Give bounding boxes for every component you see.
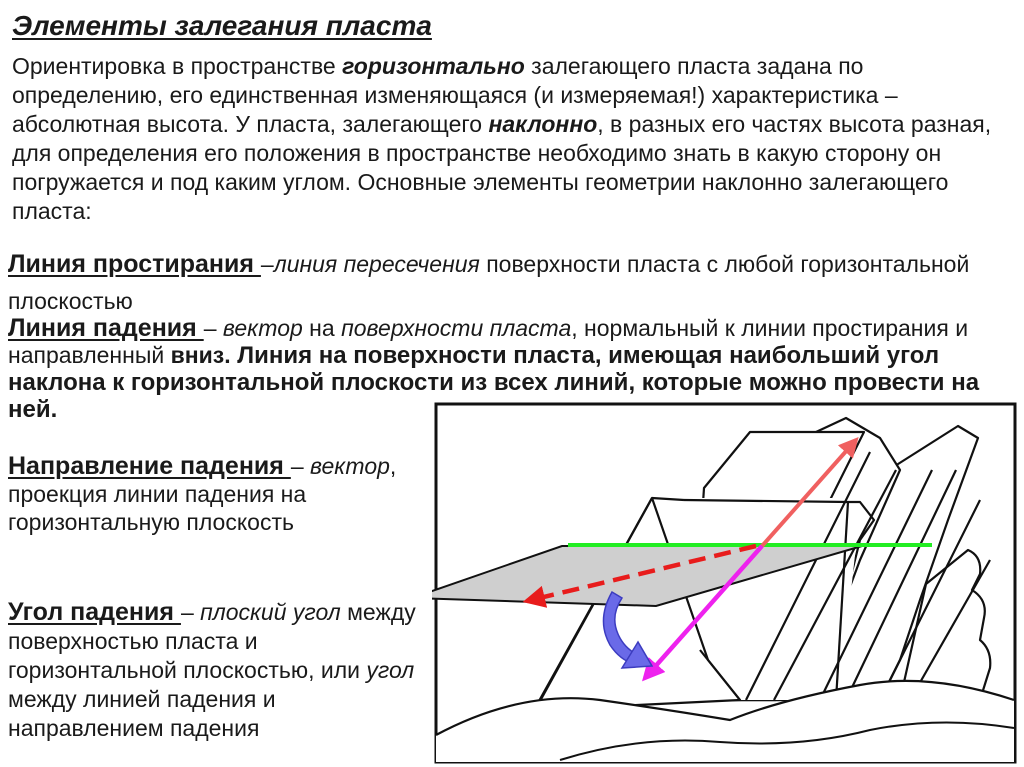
intro-text-2: залегающего пласта задана по определению, его единственная изменяющаяся (и измеряемая!) характеристика – абсолютная высота. У пласта, залегающего bbox=[12, 53, 898, 137]
intro-keyword-horizontal: горизонтально bbox=[342, 53, 525, 79]
dip-line-text-2: , нормальный к линии простирания и направленный bbox=[8, 315, 969, 368]
intro-text-1: Ориентировка в пространстве bbox=[12, 53, 343, 79]
strike-text: поверхности пласта с любой горизонтальной плоскостью bbox=[8, 251, 970, 314]
intro-paragraph bbox=[12, 52, 1012, 226]
dip-angle-italic-plane: плоский угол bbox=[200, 599, 341, 625]
strike-italic: линия пересечения bbox=[273, 251, 480, 277]
term-strike-line: Линия простирания bbox=[8, 250, 261, 278]
dip-direction-italic: вектор bbox=[310, 453, 390, 479]
dip-line-bold-down: вниз. bbox=[170, 342, 231, 368]
dip-line-text-3: Линия на поверхности пласта, имеющая наибольший угол наклона к горизонтальной плоскости из всех линий, которые можно провести на ней. bbox=[8, 342, 980, 423]
dip-angle-text-1: между поверхностью пласта и горизонтальной плоскостью, или bbox=[8, 599, 416, 683]
page-title: Элементы залегания пласта bbox=[12, 10, 432, 41]
definition-dip-angle bbox=[8, 598, 423, 743]
dip-angle-italic-angle: угол bbox=[366, 657, 415, 683]
intro-text-3: , в разных его частях высота разная, для определения его положения в пространстве необходимо знать в какую сторону он погружается и под каким углом. Основные элементы геометрии наклонно залегающего пласта: bbox=[12, 111, 992, 224]
intro-keyword-inclined: наклонно bbox=[488, 111, 598, 137]
dip-line-italic-vector: вектор bbox=[222, 315, 303, 341]
definition-dip-direction bbox=[8, 452, 408, 536]
definition-strike-line bbox=[8, 246, 1008, 320]
bedding-diagram bbox=[432, 402, 1019, 764]
dip-line-text-1: на bbox=[302, 315, 342, 341]
dip-direction-text: , проекция линии падения на горизонтальную плоскость bbox=[8, 453, 397, 535]
dip-angle-text-2: между линией падения и направлением падения bbox=[8, 686, 276, 741]
strike-dash: – bbox=[260, 251, 274, 277]
dip-direction-dash: – bbox=[290, 453, 311, 479]
dip-line-dash: – bbox=[203, 315, 223, 341]
term-dip-angle: Угол падения bbox=[8, 598, 181, 626]
dip-angle-dash: – bbox=[180, 599, 201, 625]
term-dip-line: Линия падения bbox=[8, 314, 204, 342]
dip-line-italic-surface: поверхности пласта bbox=[341, 315, 572, 341]
term-dip-direction: Направление падения bbox=[8, 452, 291, 480]
